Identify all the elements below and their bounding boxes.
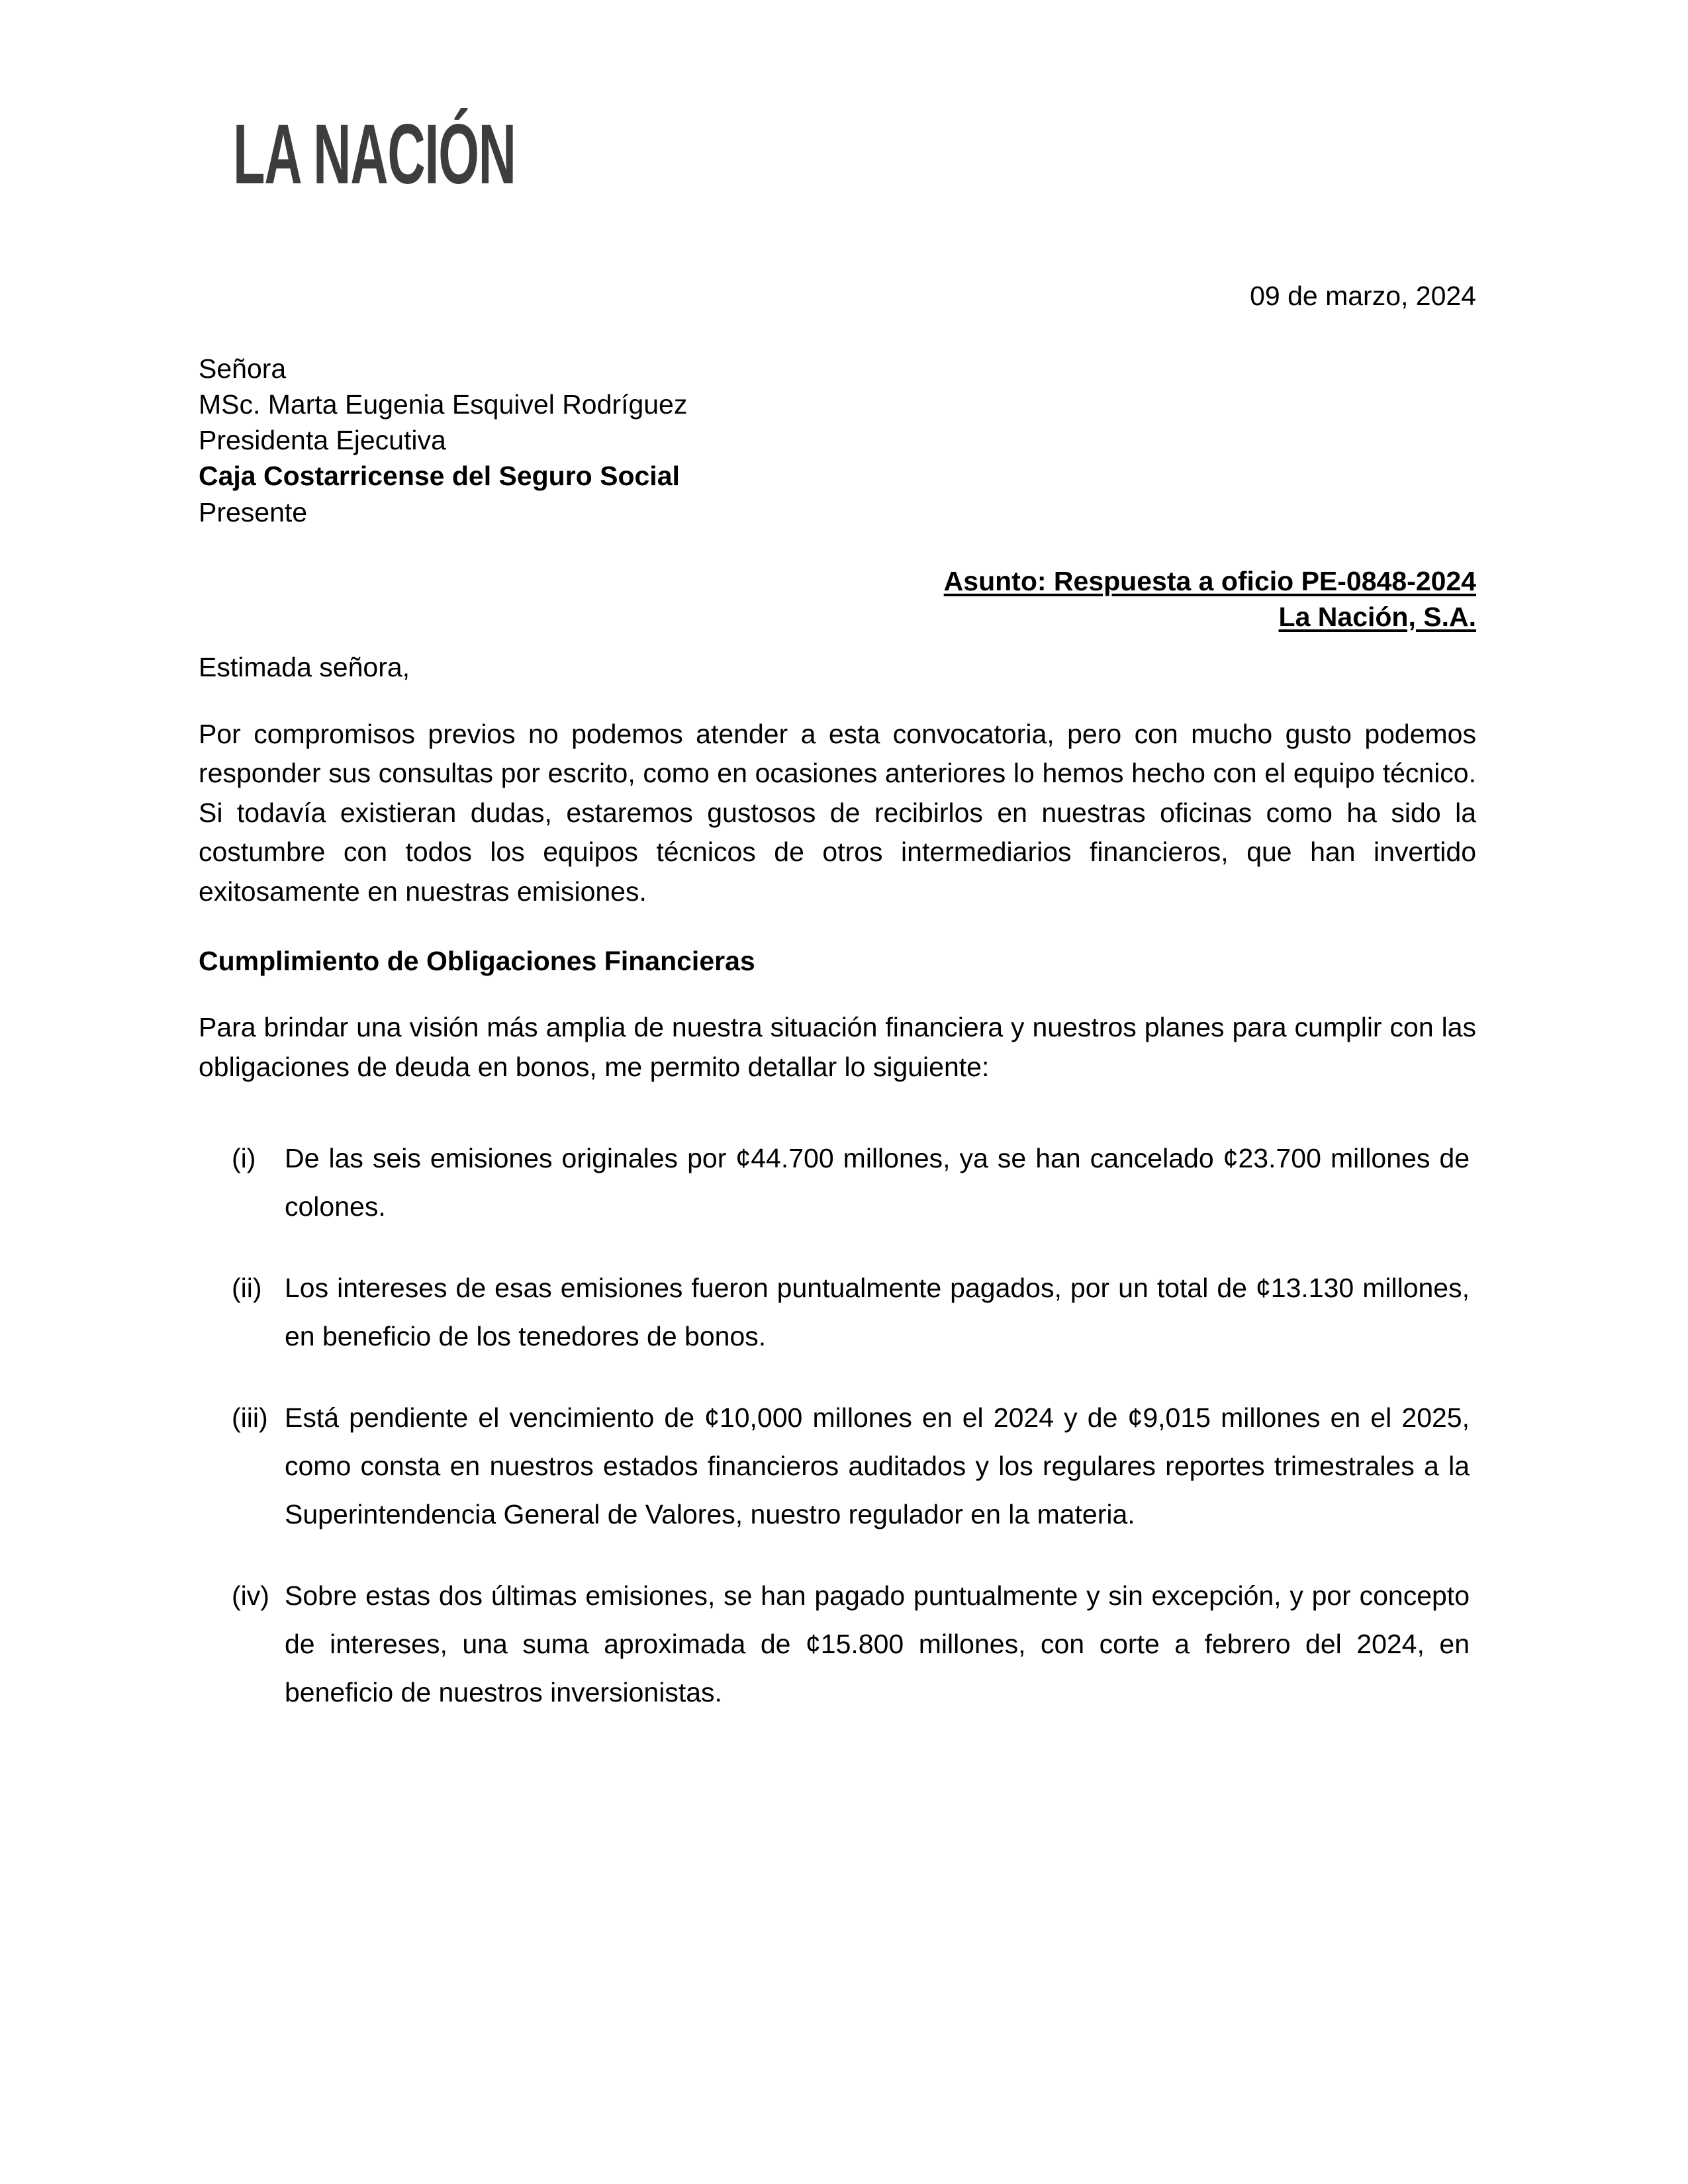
list-item-marker: (iv): [232, 1580, 269, 1611]
subject-line-2-wrapper: [199, 599, 1476, 635]
list-item: [199, 1394, 1476, 1539]
greeting-line: Estimada señora,: [199, 651, 410, 682]
addressee-delivery: Presente: [199, 496, 308, 527]
list-item-marker: (ii): [232, 1273, 262, 1304]
subject-line-2: La Nación, S.A.: [1278, 601, 1476, 632]
list-item-text: Los intereses de esas emisiones fueron puntualmente pagados, por un total de ¢13.130 millones, en beneficio de los tenedores de bonos.: [285, 1273, 1470, 1352]
list-item-marker: (i): [232, 1143, 256, 1174]
subject-line-1-wrapper: [199, 563, 1476, 599]
list-item: [199, 1572, 1476, 1717]
addressee-salutation-title: Señora: [199, 353, 287, 385]
list-item-text: De las seis emisiones originales por ¢44.700 millones, ya se han cancelado ¢23.700 millones de colones.: [285, 1143, 1470, 1222]
addressee-name: MSc. Marta Eugenia Esquivel Rodríguez: [199, 389, 688, 420]
addressee-organization: Caja Costarricense del Seguro Social: [199, 461, 680, 492]
la-nacion-logo-text: LA NACIÓN: [233, 107, 516, 202]
body-paragraph-2: Para brindar una visión más amplia de nuestra situación financiera y nuestros planes para cumplir con las obligaciones de deuda en bonos, me permito detallar lo siguiente:: [199, 1012, 1476, 1082]
list-item: [199, 1264, 1476, 1361]
list-item-text: Sobre estas dos últimas emisiones, se han pagado puntualmente y sin excepción, y por concepto de intereses, una suma aproximada de ¢15.800 millones, con corte a febrero del 2024, en beneficio de nuestros inversionistas.: [285, 1580, 1470, 1707]
subject-block: [199, 563, 1476, 635]
list-item-marker: (iii): [232, 1402, 268, 1433]
letter-date: 09 de marzo, 2024: [1250, 281, 1476, 311]
letter-content: [199, 0, 1476, 1750]
addressee-position: Presidenta Ejecutiva: [199, 425, 446, 456]
roman-numeral-list: [199, 1134, 1476, 1717]
addressee-block: [199, 351, 1476, 530]
section-heading-obligaciones: Cumplimiento de Obligaciones Financieras: [199, 946, 755, 977]
list-item: [199, 1134, 1476, 1231]
list-item-text: Está pendiente el vencimiento de ¢10,000 millones en el 2024 y de ¢9,015 millones en el 2025, como consta en nuestros estados financieros auditados y los regulares reportes trimestrales a la Superintendencia General de Valores, nuestro regulador en la materia.: [285, 1402, 1470, 1529]
subject-line-1: Asunto: Respuesta a oficio PE-0848-2024: [943, 565, 1476, 596]
body-paragraph-1: Por compromisos previos no podemos atender a esta convocatoria, pero con mucho gusto podemos responder sus consultas por escrito, como en ocasiones anteriores lo hemos hecho con el equipo técnico. Si todavía existieran dudas, estaremos gustosos de recibirlos en nuestras oficinas como ha sido la costumbre con todos los equipos técnicos de otros intermediarios financieros, que han invertido exitosamente en nuestras emisiones.: [199, 718, 1476, 907]
